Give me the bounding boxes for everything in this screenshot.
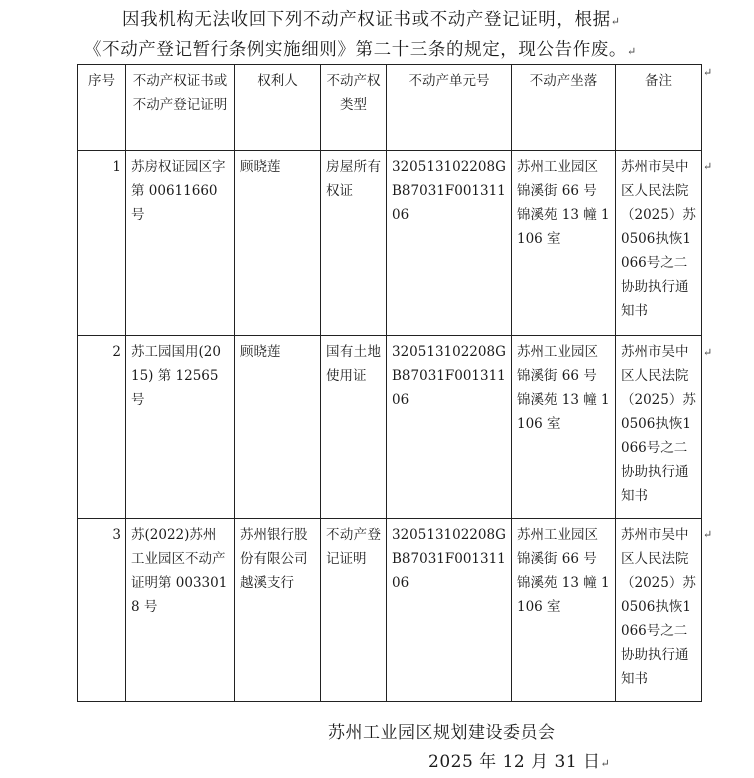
header-cert: 不动产权证书或不动产登记证明 <box>126 65 235 151</box>
void-notice-table <box>77 64 702 702</box>
header-no: 序号 <box>78 65 126 151</box>
row-location: 苏州工业园区锦溪街 66 号锦溪苑 13 幢 1106 室 <box>512 151 616 336</box>
intro-line-2: 《不动产登记暂行条例实施细则》第二十三条的规定，现公告作废。↵ <box>84 40 637 60</box>
table-row <box>78 336 702 519</box>
intro-line-1: 因我机构无法收回下列不动产权证书或不动产登记证明，根据↵ <box>122 10 621 30</box>
row-type: 不动产登记证明 <box>321 519 387 702</box>
row-note: 苏州市吴中区人民法院（2025）苏0506执恢1066号之二协助执行通知书 <box>616 519 702 702</box>
header-type: 不动产权类型 <box>321 65 387 151</box>
row-note: 苏州市吴中区人民法院（2025）苏0506执恢1066号之二协助执行通知书 <box>616 336 702 519</box>
row-cert: 苏房权证园区字第 00611660 号 <box>126 151 235 336</box>
header-note: 备注 <box>616 65 702 151</box>
issuing-organization: 苏州工业园区规划建设委员会 <box>328 723 556 743</box>
row-note: 苏州市吴中区人民法院（2025）苏0506执恢1066号之二协助执行通知书 <box>616 151 702 336</box>
row-end-mark: ↵ <box>703 160 713 173</box>
row-no: 3 <box>78 519 126 702</box>
row-cert: 苏(2022)苏州工业园区不动产证明第 0033018 号 <box>126 519 235 702</box>
row-cert: 苏工园国用(2015) 第 12565 号 <box>126 336 235 519</box>
row-end-mark: ↵ <box>703 346 713 359</box>
row-no: 2 <box>78 336 126 519</box>
row-end-mark: ↵ <box>703 66 713 79</box>
row-location: 苏州工业园区锦溪街 66 号锦溪苑 13 幢 1106 室 <box>512 336 616 519</box>
row-holder: 顾晓莲 <box>235 151 321 336</box>
row-type: 国有土地使用证 <box>321 336 387 519</box>
row-end-mark: ↵ <box>703 528 713 541</box>
row-unit: 320513102208GB87031F00131106 <box>387 519 512 702</box>
issue-date: 2025 年 12 月 31 日↵ <box>428 752 611 772</box>
intro-paragraph <box>84 6 724 66</box>
table-row <box>78 151 702 336</box>
row-holder: 顾晓莲 <box>235 336 321 519</box>
header-location: 不动产坐落 <box>512 65 616 151</box>
row-type: 房屋所有权证 <box>321 151 387 336</box>
row-location: 苏州工业园区锦溪街 66 号锦溪苑 13 幢 1106 室 <box>512 519 616 702</box>
row-unit: 320513102208GB87031F00131106 <box>387 336 512 519</box>
row-holder: 苏州银行股份有限公司越溪支行 <box>235 519 321 702</box>
row-unit: 320513102208GB87031F00131106 <box>387 151 512 336</box>
header-unit: 不动产单元号 <box>387 65 512 151</box>
table-header-row <box>78 65 702 151</box>
signature-block <box>328 719 628 778</box>
header-holder: 权利人 <box>235 65 321 151</box>
row-no: 1 <box>78 151 126 336</box>
table-row <box>78 519 702 702</box>
